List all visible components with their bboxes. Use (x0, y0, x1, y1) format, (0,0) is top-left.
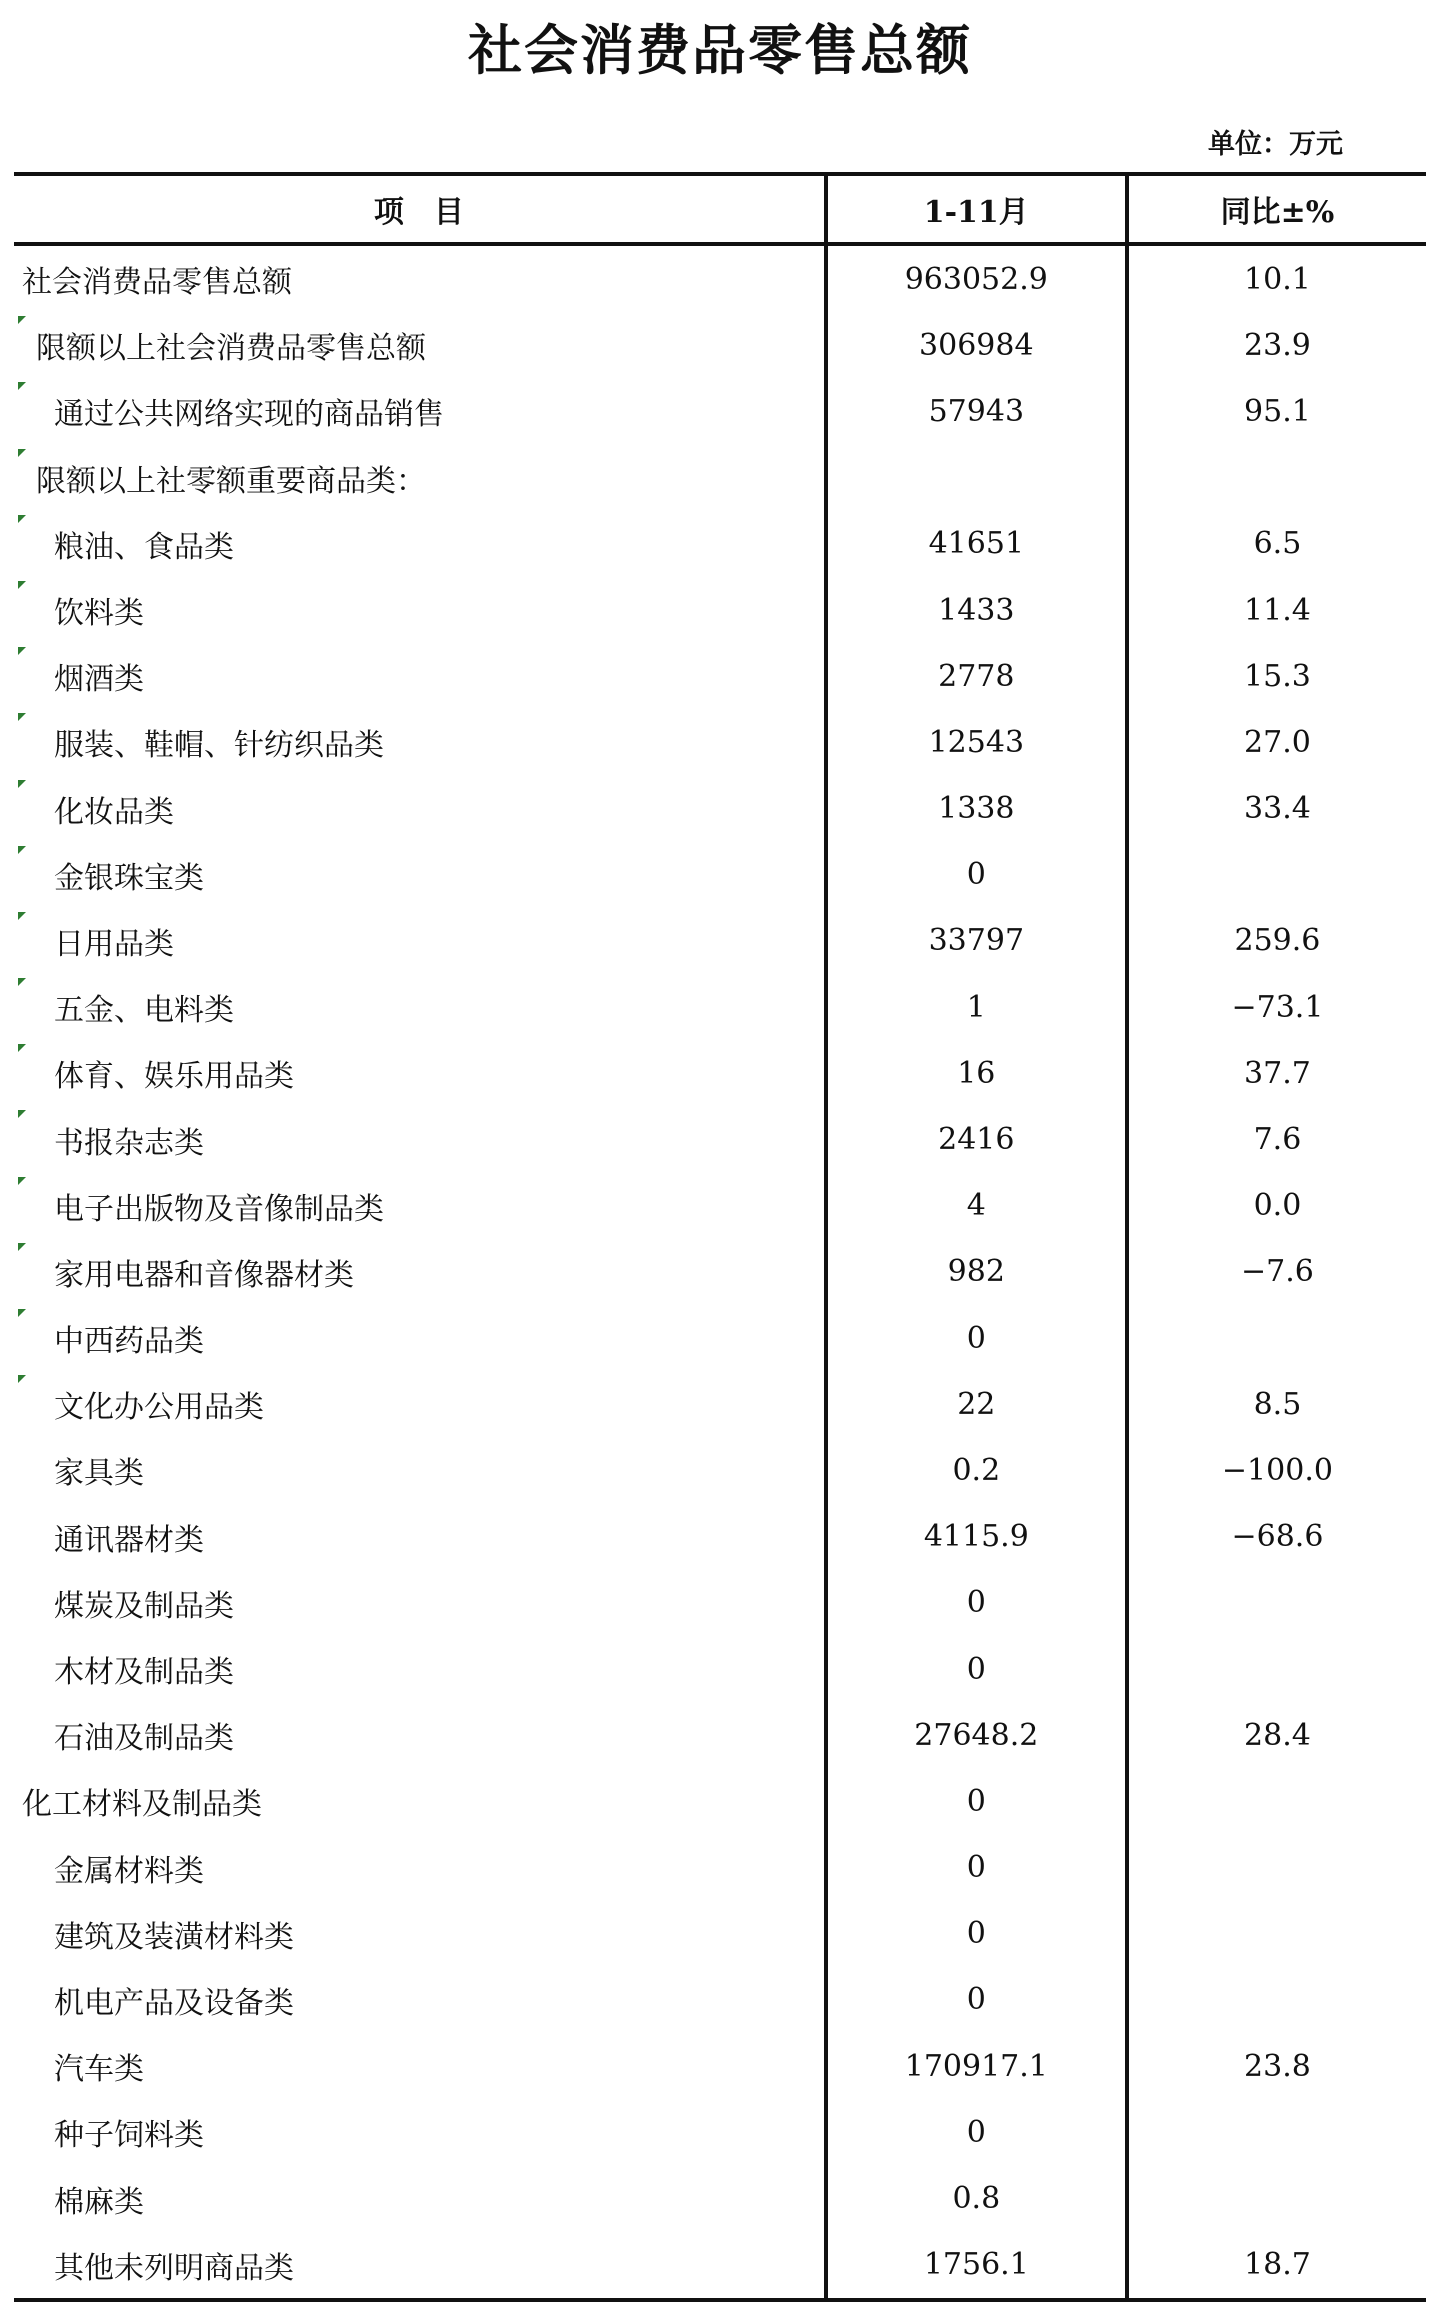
row-item-name: 种子饲料类 (54, 2118, 204, 2154)
row-item-name: 金属材料类 (54, 1853, 204, 1889)
table-row (14, 1239, 1426, 1305)
header-period: 1-11月 (824, 176, 1125, 242)
row-value: 0 (824, 1967, 1125, 2033)
row-item-name: 木材及制品类 (54, 1655, 234, 1691)
table-row (14, 378, 1426, 444)
row-yoy (1125, 1636, 1426, 1702)
row-value: 0 (824, 1570, 1125, 1636)
row-item-name: 五金、电料类 (54, 993, 234, 1029)
table-row (14, 577, 1426, 643)
row-item-name: 建筑及装潢材料类 (54, 1919, 294, 1955)
table-row (14, 1967, 1426, 2033)
table-row (14, 1835, 1426, 1901)
table-row (14, 1570, 1426, 1636)
row-item-name: 石油及制品类 (54, 1721, 234, 1757)
row-value: 27648.2 (824, 1702, 1125, 1768)
row-value: 0.2 (824, 1437, 1125, 1503)
row-item-name: 家具类 (54, 1456, 144, 1492)
row-value: 1 (824, 974, 1125, 1040)
table-row (14, 1371, 1426, 1437)
row-item-name: 粮油、食品类 (54, 529, 234, 565)
row-item-name: 通过公共网络实现的商品销售 (54, 397, 444, 433)
table-row (14, 1106, 1426, 1172)
row-yoy: 95.1 (1125, 378, 1426, 444)
table-row (14, 1173, 1426, 1239)
row-item-name: 其他未列明商品类 (54, 2250, 294, 2286)
row-item-name: 限额以上社零额重要商品类： (36, 463, 426, 499)
row-yoy: 6.5 (1125, 511, 1426, 577)
table-row (14, 709, 1426, 775)
table-row (14, 1305, 1426, 1371)
table-row (14, 908, 1426, 974)
row-item-name: 家用电器和音像器材类 (54, 1257, 354, 1293)
row-item-name: 汽车类 (54, 2052, 144, 2088)
row-item-name: 棉麻类 (54, 2184, 144, 2220)
row-value: 1338 (824, 776, 1125, 842)
row-value: 16 (824, 1040, 1125, 1106)
row-yoy: 7.6 (1125, 1106, 1426, 1172)
row-value: 4 (824, 1173, 1125, 1239)
row-item-name: 日用品类 (54, 926, 174, 962)
table-row (14, 445, 1426, 511)
row-item-name: 社会消费品零售总额 (22, 265, 292, 301)
row-value: 2778 (824, 643, 1125, 709)
row-item-name: 饮料类 (54, 596, 144, 632)
table-row (14, 1636, 1426, 1702)
table-header (14, 176, 1426, 246)
unit-label: 单位：万元 (1208, 129, 1343, 160)
row-value: 1433 (824, 577, 1125, 643)
row-yoy: 27.0 (1125, 709, 1426, 775)
row-item-name: 中西药品类 (54, 1324, 204, 1360)
row-value: 982 (824, 1239, 1125, 1305)
table-row (14, 2165, 1426, 2231)
row-item-name: 服装、鞋帽、针纺织品类 (54, 728, 384, 764)
table-row (14, 511, 1426, 577)
row-value: 0 (824, 1636, 1125, 1702)
row-item-name: 体育、娱乐用品类 (54, 1059, 294, 1095)
row-item-name: 金银珠宝类 (54, 860, 204, 896)
row-item-name: 化妆品类 (54, 794, 174, 830)
row-yoy: 15.3 (1125, 643, 1426, 709)
row-value: 0 (824, 842, 1125, 908)
table-row (14, 2033, 1426, 2099)
row-value: 4115.9 (824, 1504, 1125, 1570)
row-yoy: 23.9 (1125, 312, 1426, 378)
row-value: 41651 (824, 511, 1125, 577)
row-yoy: 10.1 (1125, 246, 1426, 312)
row-yoy (1125, 1901, 1426, 1967)
row-value: 0 (824, 1768, 1125, 1834)
row-yoy: −7.6 (1125, 1239, 1426, 1305)
row-yoy: −100.0 (1125, 1437, 1426, 1503)
table-row (14, 643, 1426, 709)
row-value: 306984 (824, 312, 1125, 378)
row-value: 1756.1 (824, 2232, 1125, 2298)
header-item: 项 目 (373, 195, 464, 230)
table-row (14, 842, 1426, 908)
row-yoy (1125, 1967, 1426, 2033)
table-row (14, 1702, 1426, 1768)
table-row (14, 1504, 1426, 1570)
row-yoy: 8.5 (1125, 1371, 1426, 1437)
row-item-name: 机电产品及设备类 (54, 1985, 294, 2021)
row-yoy: 23.8 (1125, 2033, 1426, 2099)
table-row (14, 1040, 1426, 1106)
row-yoy: 11.4 (1125, 577, 1426, 643)
retail-sales-table (14, 172, 1426, 2302)
row-yoy (1125, 842, 1426, 908)
header-yoy: 同比±% (1125, 176, 1426, 242)
row-item-name: 煤炭及制品类 (54, 1588, 234, 1624)
row-value: 0 (824, 1901, 1125, 1967)
row-item-name: 电子出版物及音像制品类 (54, 1191, 384, 1227)
row-yoy (1125, 2165, 1426, 2231)
row-yoy: 259.6 (1125, 908, 1426, 974)
table-row (14, 2232, 1426, 2298)
row-yoy (1125, 1570, 1426, 1636)
row-value: 0 (824, 1305, 1125, 1371)
row-yoy: 37.7 (1125, 1040, 1426, 1106)
row-value: 0 (824, 1835, 1125, 1901)
row-yoy: 0.0 (1125, 1173, 1426, 1239)
table-row (14, 312, 1426, 378)
row-value: 2416 (824, 1106, 1125, 1172)
page-title: 社会消费品零售总额 (468, 18, 972, 82)
row-yoy: 28.4 (1125, 1702, 1426, 1768)
row-yoy (1125, 445, 1426, 511)
row-item-name: 书报杂志类 (54, 1125, 204, 1161)
table-body (14, 246, 1426, 2298)
row-value: 33797 (824, 908, 1125, 974)
table-row (14, 1437, 1426, 1503)
row-value: 170917.1 (824, 2033, 1125, 2099)
row-yoy (1125, 1305, 1426, 1371)
table-row (14, 2099, 1426, 2165)
row-value: 0.8 (824, 2165, 1125, 2231)
row-yoy: −73.1 (1125, 974, 1426, 1040)
row-value: 12543 (824, 709, 1125, 775)
row-yoy (1125, 1768, 1426, 1834)
row-item-name: 文化办公用品类 (54, 1390, 264, 1426)
row-yoy (1125, 1835, 1426, 1901)
row-value: 0 (824, 2099, 1125, 2165)
row-item-name: 烟酒类 (54, 662, 144, 698)
row-value: 22 (824, 1371, 1125, 1437)
table-row (14, 776, 1426, 842)
table-row (14, 974, 1426, 1040)
table-row (14, 246, 1426, 312)
table-row (14, 1768, 1426, 1834)
row-yoy: −68.6 (1125, 1504, 1426, 1570)
row-item-name: 通讯器材类 (54, 1522, 204, 1558)
row-yoy: 18.7 (1125, 2232, 1426, 2298)
row-item-name: 限额以上社会消费品零售总额 (36, 331, 426, 367)
row-yoy: 33.4 (1125, 776, 1426, 842)
row-value: 57943 (824, 378, 1125, 444)
row-yoy (1125, 2099, 1426, 2165)
row-value: 963052.9 (824, 246, 1125, 312)
row-item-name: 化工材料及制品类 (22, 1787, 262, 1823)
row-value (824, 445, 1125, 511)
table-row (14, 1901, 1426, 1967)
